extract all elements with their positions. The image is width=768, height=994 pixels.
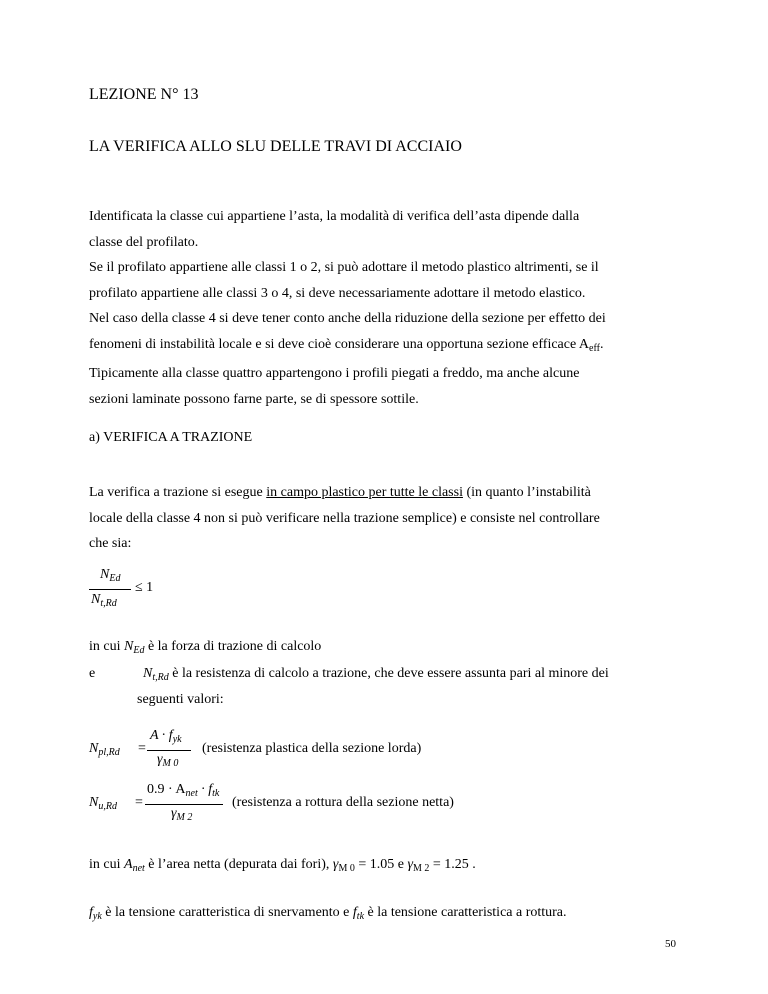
intro-line: Identificata la classe cui appartiene l’asta, la modalità di verifica dell’asta dipende dalla — [89, 209, 580, 224]
formula-lhs: $N_{u,Rd}$ — [89, 795, 117, 812]
section-title: LA VERIFICA ALLO SLU DELLE TRAVI DI ACCIAIO — [89, 138, 462, 155]
intro-paragraph — [89, 204, 679, 412]
fraction-bar — [145, 804, 223, 805]
formula-lhs: $N_{pl,Rd}$ — [89, 741, 120, 758]
formula-numerator: $N_{Ed}$ — [100, 567, 121, 584]
definition-anet: in cui $A_{net}$ è l’area netta (depurata dai fori), $\gamma_{M 0} = 1.05$ e $\gamma_{M 2} = 1.25$ . — [89, 857, 476, 874]
formula-numerator: $A \cdot f_{yk}$ — [150, 728, 182, 745]
intro-line: fenomeni di instabilità locale e si deve cioè considerare una opportuna sezione efficace $A_{eff}$. — [89, 336, 604, 354]
intro-line: sezioni laminate possono farne parte, se di spessore sottile. — [89, 391, 419, 407]
definition-ntrd: $N_{t,Rd}$ è la resistenza di calcolo a trazione, che deve essere assunta pari al minore dei — [143, 666, 609, 683]
equals-sign: = — [138, 741, 146, 756]
lesson-title: LEZIONE N° 13 — [89, 86, 199, 103]
intro-line: profilato appartiene alle classi 3 o 4, si deve necessariamente adottare il metodo elastico. — [89, 285, 586, 301]
intro-line: classe del profilato. — [89, 234, 199, 250]
subsection-heading: a) VERIFICA A TRAZIONE — [89, 430, 253, 445]
trazione-line: La verifica a trazione si esegue in campo plastico per tutte le classi (in quanto l’instabilità — [89, 485, 591, 500]
fraction-bar — [147, 750, 191, 751]
formula-denominator: $\gamma_{M 0}$ — [157, 752, 179, 769]
intro-line: Se il profilato appartiene alle classi 1 o 2, si può adottare il metodo plastico altrimenti, se il — [89, 260, 599, 275]
formula-denominator: $\gamma_{M 2}$ — [171, 806, 193, 823]
trazione-line: che sia: — [89, 536, 132, 551]
formula-numerator: $0.9 \cdot A_{net} \cdot f_{tk}$ — [147, 782, 220, 799]
trazione-line: locale della classe 4 non si può verificare nella trazione semplice) e consiste nel controllare — [89, 510, 600, 526]
formula-denominator: $N_{t,Rd}$ — [91, 592, 117, 609]
formula-rhs: ≤ 1 — [135, 580, 154, 595]
formula-note: (resistenza plastica della sezione lorda) — [202, 741, 422, 756]
intro-line: Tipicamente alla classe quattro appartengono i profili piegati a freddo, ma anche alcune — [89, 366, 580, 381]
formula-note: (resistenza a rottura della sezione netta) — [232, 795, 454, 810]
definition-ned: in cui $N_{Ed}$ è la forza di trazione di calcolo — [89, 639, 322, 656]
definition-fyk-ftk: $f_{yk}$ è la tensione caratteristica di snervamento e $f_{tk}$ è la tensione caratteristica a rottura. — [89, 905, 567, 922]
fraction-bar — [89, 589, 131, 590]
equals-sign: = — [135, 795, 143, 810]
trazione-paragraph — [89, 480, 679, 557]
page-number: 50 — [665, 938, 676, 950]
definition-ntrd-cont: seguenti valori: — [137, 692, 224, 707]
definition-prefix: e — [89, 666, 96, 681]
intro-line: Nel caso della classe 4 si deve tener conto anche della riduzione della sezione per effetto dei — [89, 311, 606, 326]
